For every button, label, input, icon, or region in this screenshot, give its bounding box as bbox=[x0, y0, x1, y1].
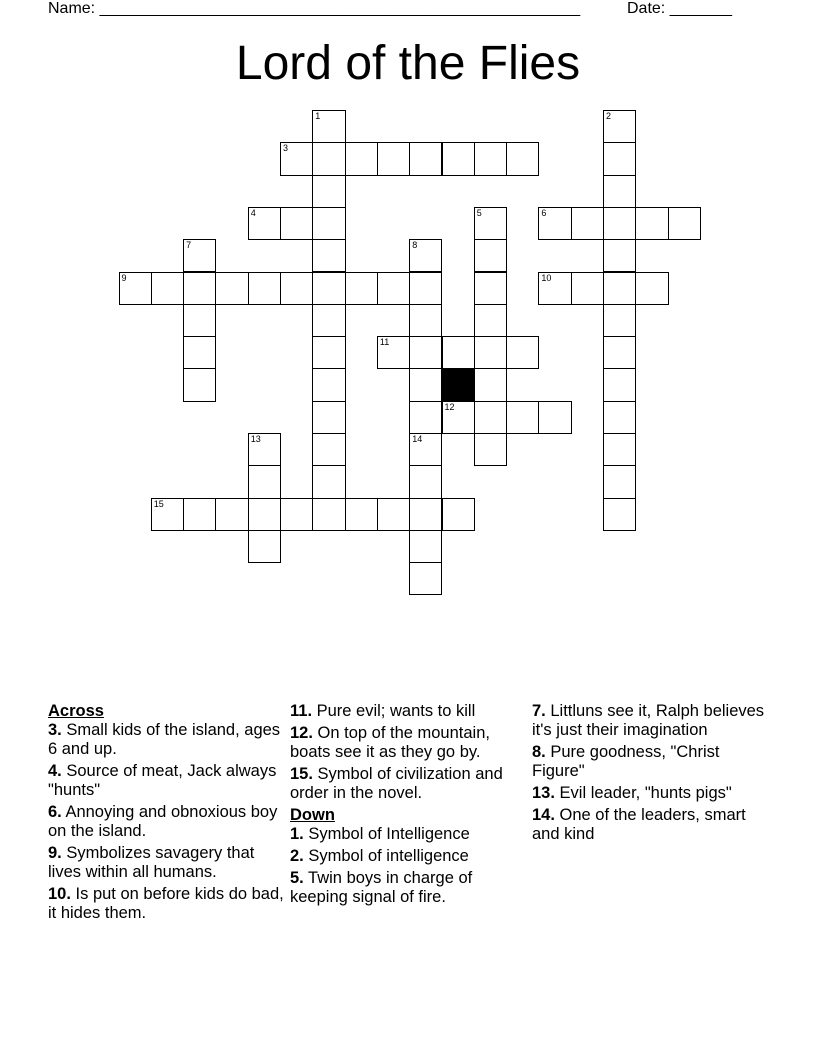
answer-cell[interactable] bbox=[409, 142, 442, 175]
answer-cell[interactable] bbox=[409, 336, 442, 369]
clue-item bbox=[290, 702, 526, 721]
clue-item-number: 12. bbox=[290, 724, 313, 742]
answer-cell[interactable] bbox=[248, 498, 281, 531]
answer-cell[interactable] bbox=[280, 142, 313, 175]
answer-cell[interactable] bbox=[409, 465, 442, 498]
answer-cell[interactable] bbox=[668, 207, 701, 240]
answer-cell[interactable] bbox=[183, 368, 216, 401]
answer-cell[interactable] bbox=[312, 110, 345, 143]
clue-item bbox=[290, 869, 526, 907]
clue-number: 6 bbox=[541, 207, 547, 218]
clue-item bbox=[48, 803, 284, 841]
answer-cell[interactable] bbox=[538, 207, 571, 240]
answer-cell[interactable] bbox=[571, 207, 604, 240]
clue-item-text: Symbolizes savagery that lives within all humans. bbox=[48, 844, 255, 881]
answer-cell[interactable] bbox=[248, 530, 281, 563]
clue-item bbox=[290, 724, 526, 762]
date-field-label: Date: _______ bbox=[627, 0, 732, 17]
answer-cell[interactable] bbox=[603, 498, 636, 531]
answer-cell[interactable] bbox=[603, 207, 636, 240]
clue-item-number: 13. bbox=[532, 784, 555, 802]
answer-cell[interactable] bbox=[474, 336, 507, 369]
clue-column-3 bbox=[532, 702, 768, 847]
clue-number: 14 bbox=[412, 434, 423, 444]
clue-item-number: 7. bbox=[532, 702, 546, 720]
clue-item-text: Evil leader, "hunts pigs" bbox=[554, 784, 732, 802]
clue-item bbox=[290, 765, 526, 803]
answer-cell[interactable] bbox=[119, 272, 152, 305]
answer-cell[interactable] bbox=[409, 530, 442, 563]
answer-cell[interactable] bbox=[603, 142, 636, 175]
clue-column-2 bbox=[290, 702, 526, 910]
clue-item bbox=[532, 806, 768, 844]
answer-cell[interactable] bbox=[409, 304, 442, 337]
answer-cell[interactable] bbox=[603, 110, 636, 143]
answer-cell[interactable] bbox=[635, 272, 668, 305]
answer-cell[interactable] bbox=[151, 272, 184, 305]
answer-cell[interactable] bbox=[377, 142, 410, 175]
answer-cell[interactable] bbox=[409, 272, 442, 305]
answer-cell[interactable] bbox=[603, 401, 636, 434]
answer-cell[interactable] bbox=[248, 465, 281, 498]
answer-cell[interactable] bbox=[474, 207, 507, 240]
answer-cell[interactable] bbox=[409, 239, 442, 272]
clue-item-text: Source of meat, Jack always "hunts" bbox=[48, 762, 277, 799]
answer-cell[interactable] bbox=[442, 498, 475, 531]
answer-cell[interactable] bbox=[377, 336, 410, 369]
answer-cell[interactable] bbox=[442, 142, 475, 175]
answer-cell[interactable] bbox=[312, 239, 345, 272]
answer-cell[interactable] bbox=[506, 336, 539, 369]
answer-cell[interactable] bbox=[474, 368, 507, 401]
answer-cell[interactable] bbox=[312, 368, 345, 401]
clue-item bbox=[48, 721, 284, 759]
clue-item bbox=[290, 847, 526, 866]
answer-cell[interactable] bbox=[603, 433, 636, 466]
answer-cell[interactable] bbox=[151, 498, 184, 531]
clue-item-number: 2. bbox=[290, 847, 304, 865]
answer-cell[interactable] bbox=[280, 272, 313, 305]
clue-item bbox=[532, 743, 768, 781]
answer-cell[interactable] bbox=[409, 401, 442, 434]
answer-cell[interactable] bbox=[312, 272, 345, 305]
clue-number: 4 bbox=[250, 207, 256, 218]
answer-cell[interactable] bbox=[312, 207, 345, 240]
answer-cell[interactable] bbox=[474, 142, 507, 175]
clue-item-text: One of the leaders, smart and kind bbox=[532, 806, 746, 843]
clue-number: 7 bbox=[186, 240, 192, 251]
answer-cell[interactable] bbox=[312, 401, 345, 434]
answer-cell[interactable] bbox=[603, 304, 636, 337]
answer-cell[interactable] bbox=[442, 401, 475, 434]
answer-cell[interactable] bbox=[474, 433, 507, 466]
clue-item-number: 15. bbox=[290, 765, 313, 783]
clue-number: 1 bbox=[315, 111, 321, 121]
answer-cell[interactable] bbox=[442, 336, 475, 369]
answer-cell[interactable] bbox=[409, 433, 442, 466]
clue-item-text: Symbol of intelligence bbox=[303, 847, 469, 865]
answer-cell[interactable] bbox=[603, 175, 636, 208]
clue-item bbox=[48, 885, 284, 923]
clue-item-number: 6. bbox=[48, 803, 62, 821]
answer-cell[interactable] bbox=[506, 401, 539, 434]
down-heading: Down bbox=[290, 806, 335, 824]
clue-item-text: Pure evil; wants to kill bbox=[312, 702, 476, 720]
answer-cell[interactable] bbox=[248, 207, 281, 240]
clue-item bbox=[290, 825, 526, 844]
clue-number: 2 bbox=[606, 111, 612, 121]
answer-cell[interactable] bbox=[312, 142, 345, 175]
clue-number: 3 bbox=[283, 143, 289, 154]
clue-item-number: 8. bbox=[532, 743, 546, 761]
clue-item-number: 9. bbox=[48, 844, 62, 862]
clue-number: 5 bbox=[476, 207, 482, 218]
answer-cell[interactable] bbox=[474, 304, 507, 337]
answer-cell[interactable] bbox=[345, 272, 378, 305]
answer-cell[interactable] bbox=[409, 562, 442, 595]
clue-item bbox=[48, 844, 284, 882]
clue-item-number: 5. bbox=[290, 869, 304, 887]
clue-number: 12 bbox=[444, 401, 455, 412]
clue-number: 10 bbox=[541, 272, 552, 283]
answer-cell[interactable] bbox=[280, 207, 313, 240]
answer-cell[interactable] bbox=[571, 272, 604, 305]
clue-number: 8 bbox=[412, 240, 418, 251]
across-heading: Across bbox=[48, 702, 104, 720]
answer-cell[interactable] bbox=[183, 304, 216, 337]
clue-item bbox=[532, 784, 768, 803]
clue-item-number: 4. bbox=[48, 762, 62, 780]
clue-column-1 bbox=[48, 702, 284, 926]
clue-number: 11 bbox=[379, 337, 390, 348]
clue-item-text: Symbol of civilization and order in the novel. bbox=[290, 765, 503, 802]
answer-cell[interactable] bbox=[312, 336, 345, 369]
clue-item-text: Pure goodness, "Christ Figure" bbox=[532, 743, 720, 780]
answer-cell[interactable] bbox=[538, 272, 571, 305]
answer-cell[interactable] bbox=[603, 239, 636, 272]
answer-cell[interactable] bbox=[183, 239, 216, 272]
answer-cell[interactable] bbox=[183, 272, 216, 305]
clue-item-text: Small kids of the island, ages 6 and up. bbox=[48, 721, 281, 758]
name-field-label: Name: ______________________________________________________ bbox=[48, 0, 581, 17]
answer-cell[interactable] bbox=[183, 498, 216, 531]
answer-cell[interactable] bbox=[538, 401, 571, 434]
clue-item-number: 14. bbox=[532, 806, 555, 824]
answer-cell[interactable] bbox=[474, 272, 507, 305]
answer-cell[interactable] bbox=[635, 207, 668, 240]
clue-number: 9 bbox=[121, 272, 127, 283]
clue-item-number: 3. bbox=[48, 721, 62, 739]
answer-cell[interactable] bbox=[603, 465, 636, 498]
answer-cell[interactable] bbox=[215, 498, 248, 531]
answer-cell[interactable] bbox=[409, 498, 442, 531]
clue-item bbox=[48, 762, 284, 800]
clue-item-number: 11. bbox=[290, 702, 313, 720]
answer-cell[interactable] bbox=[280, 498, 313, 531]
answer-cell[interactable] bbox=[312, 433, 345, 466]
clue-number: 13 bbox=[250, 434, 261, 444]
clue-item-text: Littluns see it, Ralph believes it's just their imagination bbox=[532, 702, 765, 739]
answer-cell[interactable] bbox=[377, 272, 410, 305]
answer-cell[interactable] bbox=[345, 498, 378, 531]
answer-cell[interactable] bbox=[312, 304, 345, 337]
answer-cell[interactable] bbox=[377, 498, 410, 531]
clue-item-text: On top of the mountain, boats see it as they go by. bbox=[290, 724, 490, 761]
answer-cell[interactable] bbox=[409, 368, 442, 401]
blocked-cell bbox=[442, 368, 475, 401]
answer-cell[interactable] bbox=[345, 142, 378, 175]
answer-cell[interactable] bbox=[248, 272, 281, 305]
clue-item-text: Is put on before kids do bad, it hides them. bbox=[48, 885, 284, 922]
answer-cell[interactable] bbox=[312, 175, 345, 208]
clue-item-text: Annoying and obnoxious boy on the island. bbox=[48, 803, 278, 840]
answer-cell[interactable] bbox=[215, 272, 248, 305]
clue-item-text: Twin boys in charge of keeping signal of fire. bbox=[290, 869, 473, 906]
answer-cell[interactable] bbox=[248, 433, 281, 466]
clue-number: 15 bbox=[153, 498, 164, 509]
answer-cell[interactable] bbox=[183, 336, 216, 369]
clue-item-text: Symbol of Intelligence bbox=[303, 825, 470, 843]
answer-cell[interactable] bbox=[312, 498, 345, 531]
clue-item-number: 1. bbox=[290, 825, 304, 843]
clue-item-number: 10. bbox=[48, 885, 71, 903]
answer-cell[interactable] bbox=[603, 336, 636, 369]
answer-cell[interactable] bbox=[603, 368, 636, 401]
answer-cell[interactable] bbox=[312, 465, 345, 498]
answer-cell[interactable] bbox=[474, 239, 507, 272]
answer-cell[interactable] bbox=[506, 142, 539, 175]
answer-cell[interactable] bbox=[603, 272, 636, 305]
page-title: Lord of the Flies bbox=[235, 37, 581, 90]
answer-cell[interactable] bbox=[474, 401, 507, 434]
clue-item bbox=[532, 702, 768, 740]
